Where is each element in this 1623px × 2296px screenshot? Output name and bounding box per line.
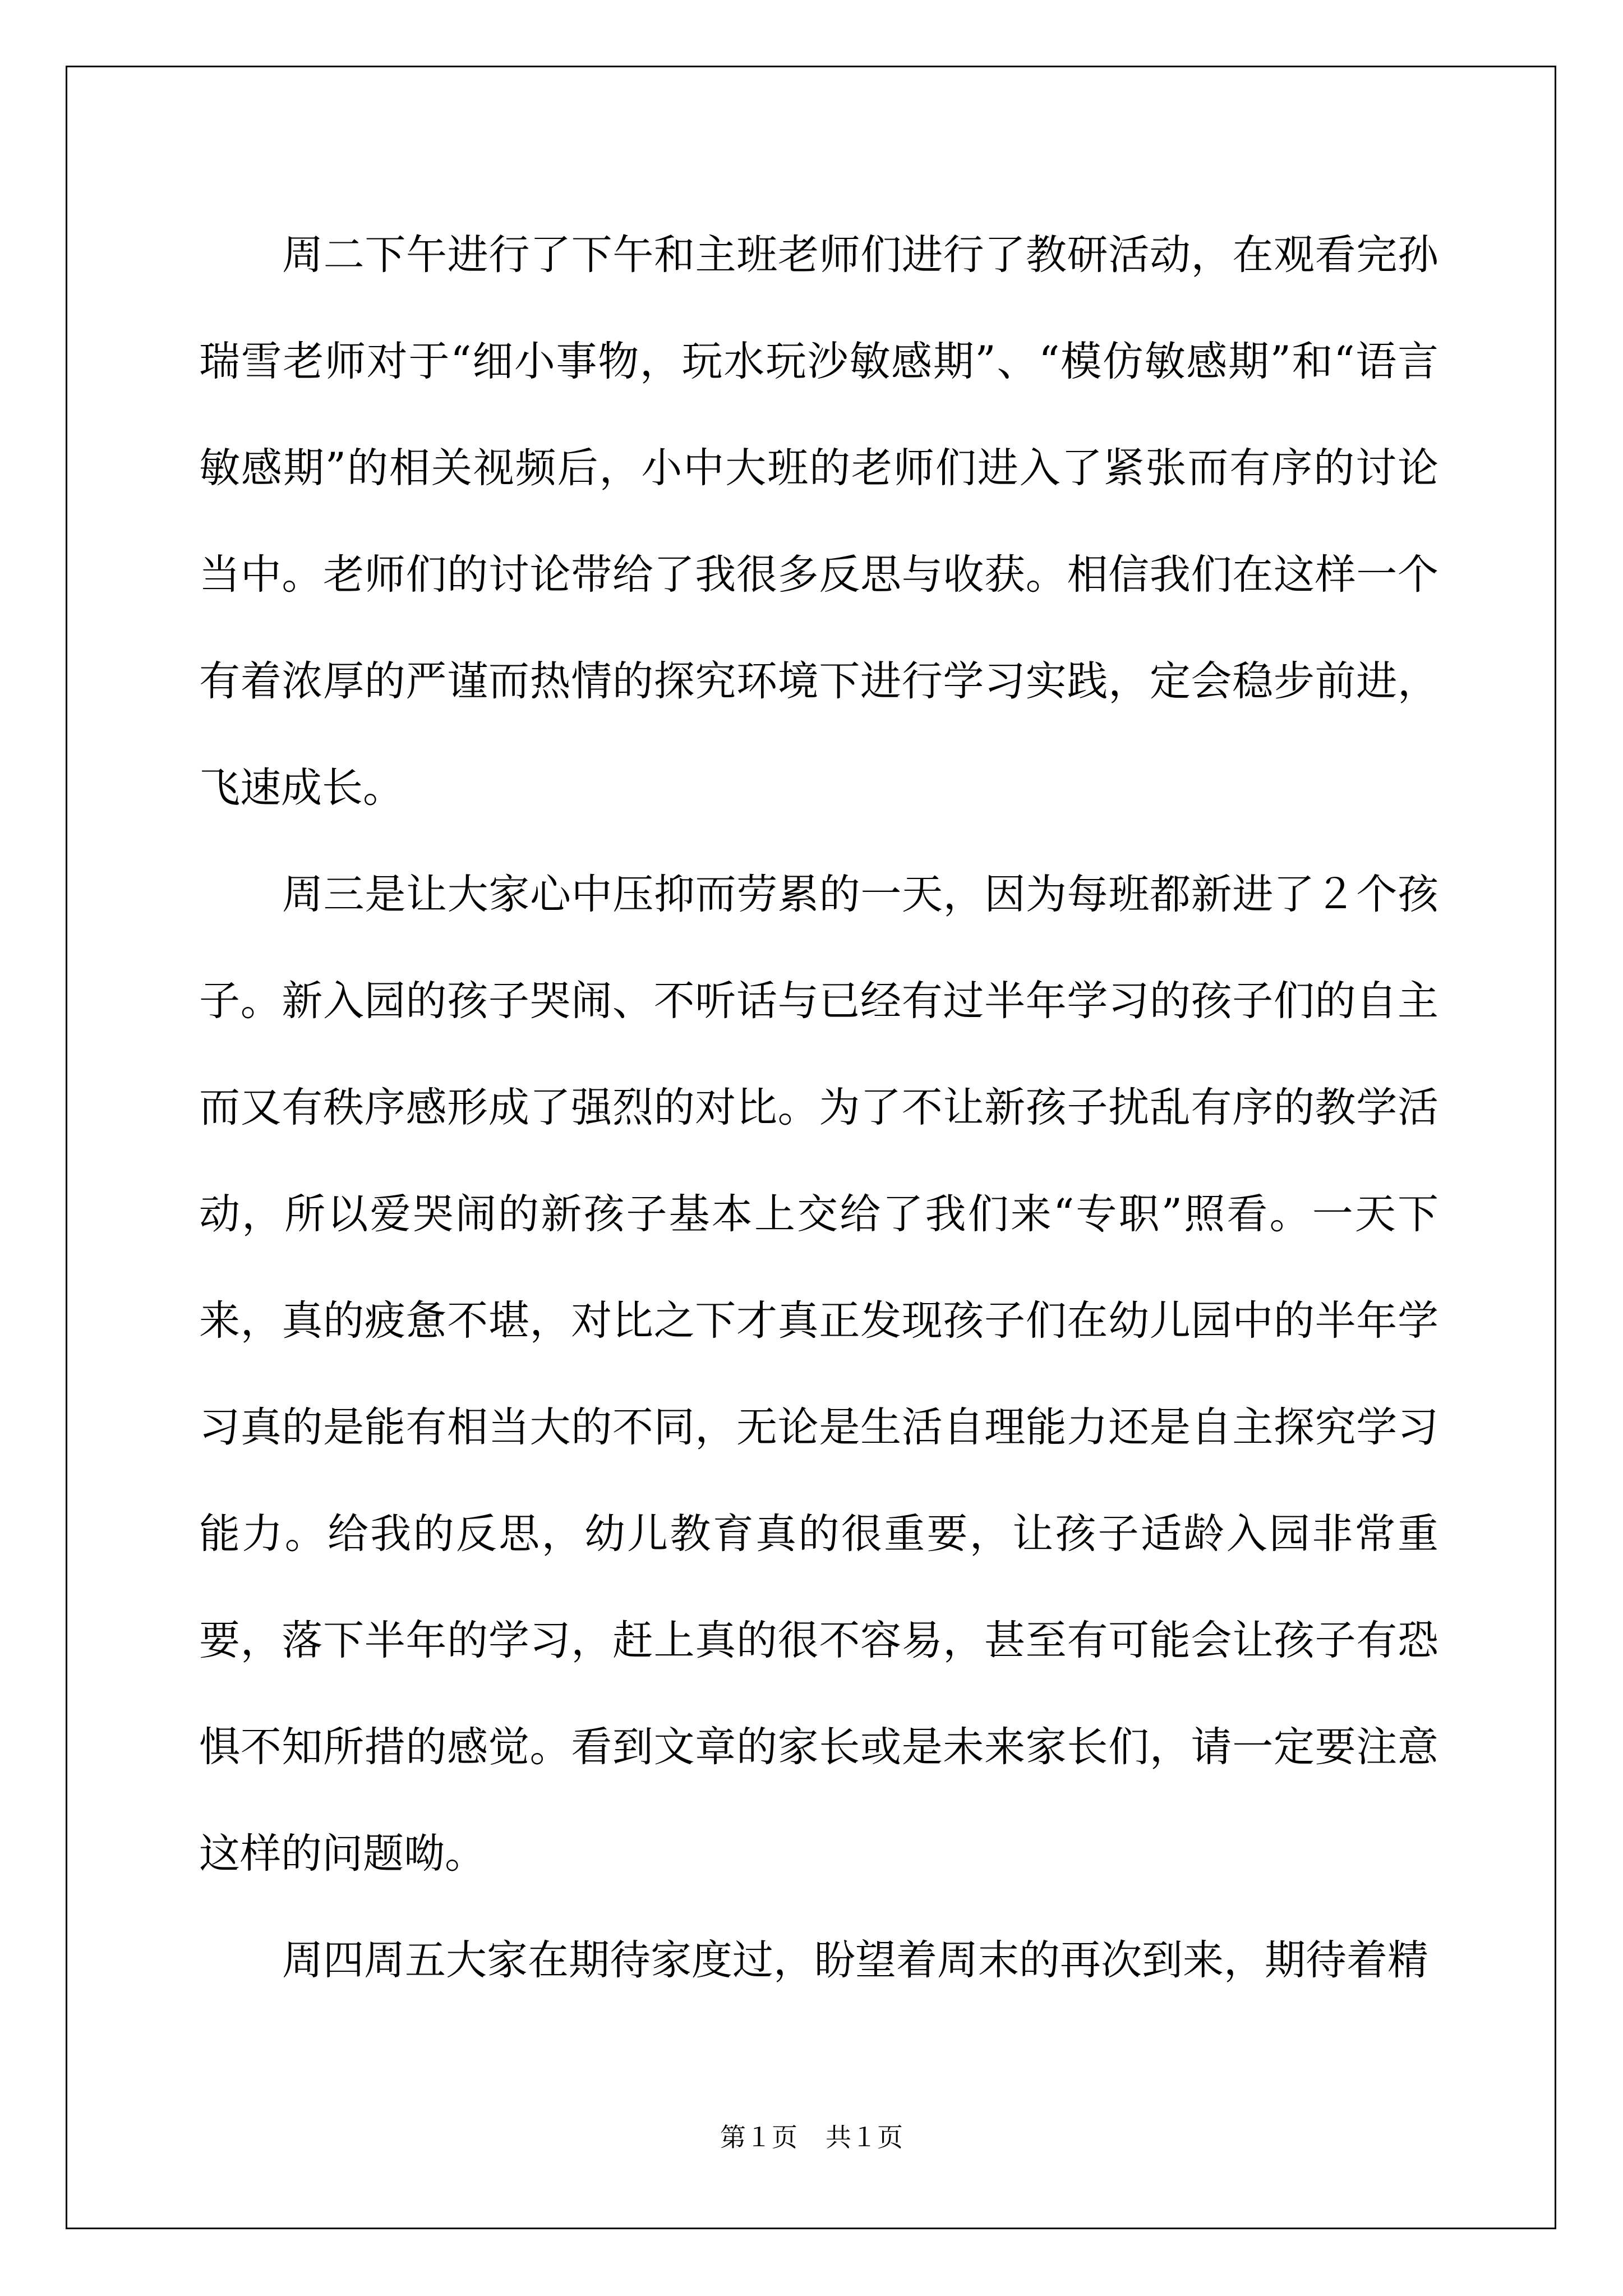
paragraph-1: 周二下午进行了下午和主班老师们进行了教研活动，在观看完孙瑞雪老师对于“细小事物，玩水玩沙敏感期”、“模仿敏感期”和“语言敏感期”的相关视频后，小中大班的老师们进入了紧张而有序的讨论当中。老师们的讨论带给了我很多反思与收获。相信我们在这样一个有着浓厚的严谨而热情的探究环境下进行学习实践，定会稳步前进，飞速成长。	[199, 231, 1438, 812]
paragraph-3: 周四周五大家在期待家度过，盼望着周末的再次到来，期待着精	[282, 1936, 1428, 1984]
document-body	[199, 202, 1438, 2014]
page-footer	[0, 2120, 1623, 2154]
page-number: 第１页	[720, 2122, 797, 2152]
paragraph-2: 周三是让大家心中压抑而劳累的一天，因为每班都新进了２个孩子。新入园的孩子哭闹、不听话与已经有过半年学习的孩子们的自主而又有秩序感形成了强烈的对比。为了不让新孩子扰乱有序的教学活动，所以爱哭闹的新孩子基本上交给了我们来“专职”照看。一天下来，真的疲惫不堪，对比之下才真正发现孩子们在幼儿园中的半年学习真的是能有相当大的不同，无论是生活自理能力还是自主探究学习能力。给我的反思，幼儿教育真的很重要，让孩子适龄入园非常重要，落下半年的学习，赶上真的很不容易，甚至有可能会让孩子有恐惧不知所措的感觉。看到文章的家长或是未来家长们，请一定要注意这样的问题呦。	[199, 871, 1438, 1878]
page-total: 共１页	[826, 2122, 903, 2152]
